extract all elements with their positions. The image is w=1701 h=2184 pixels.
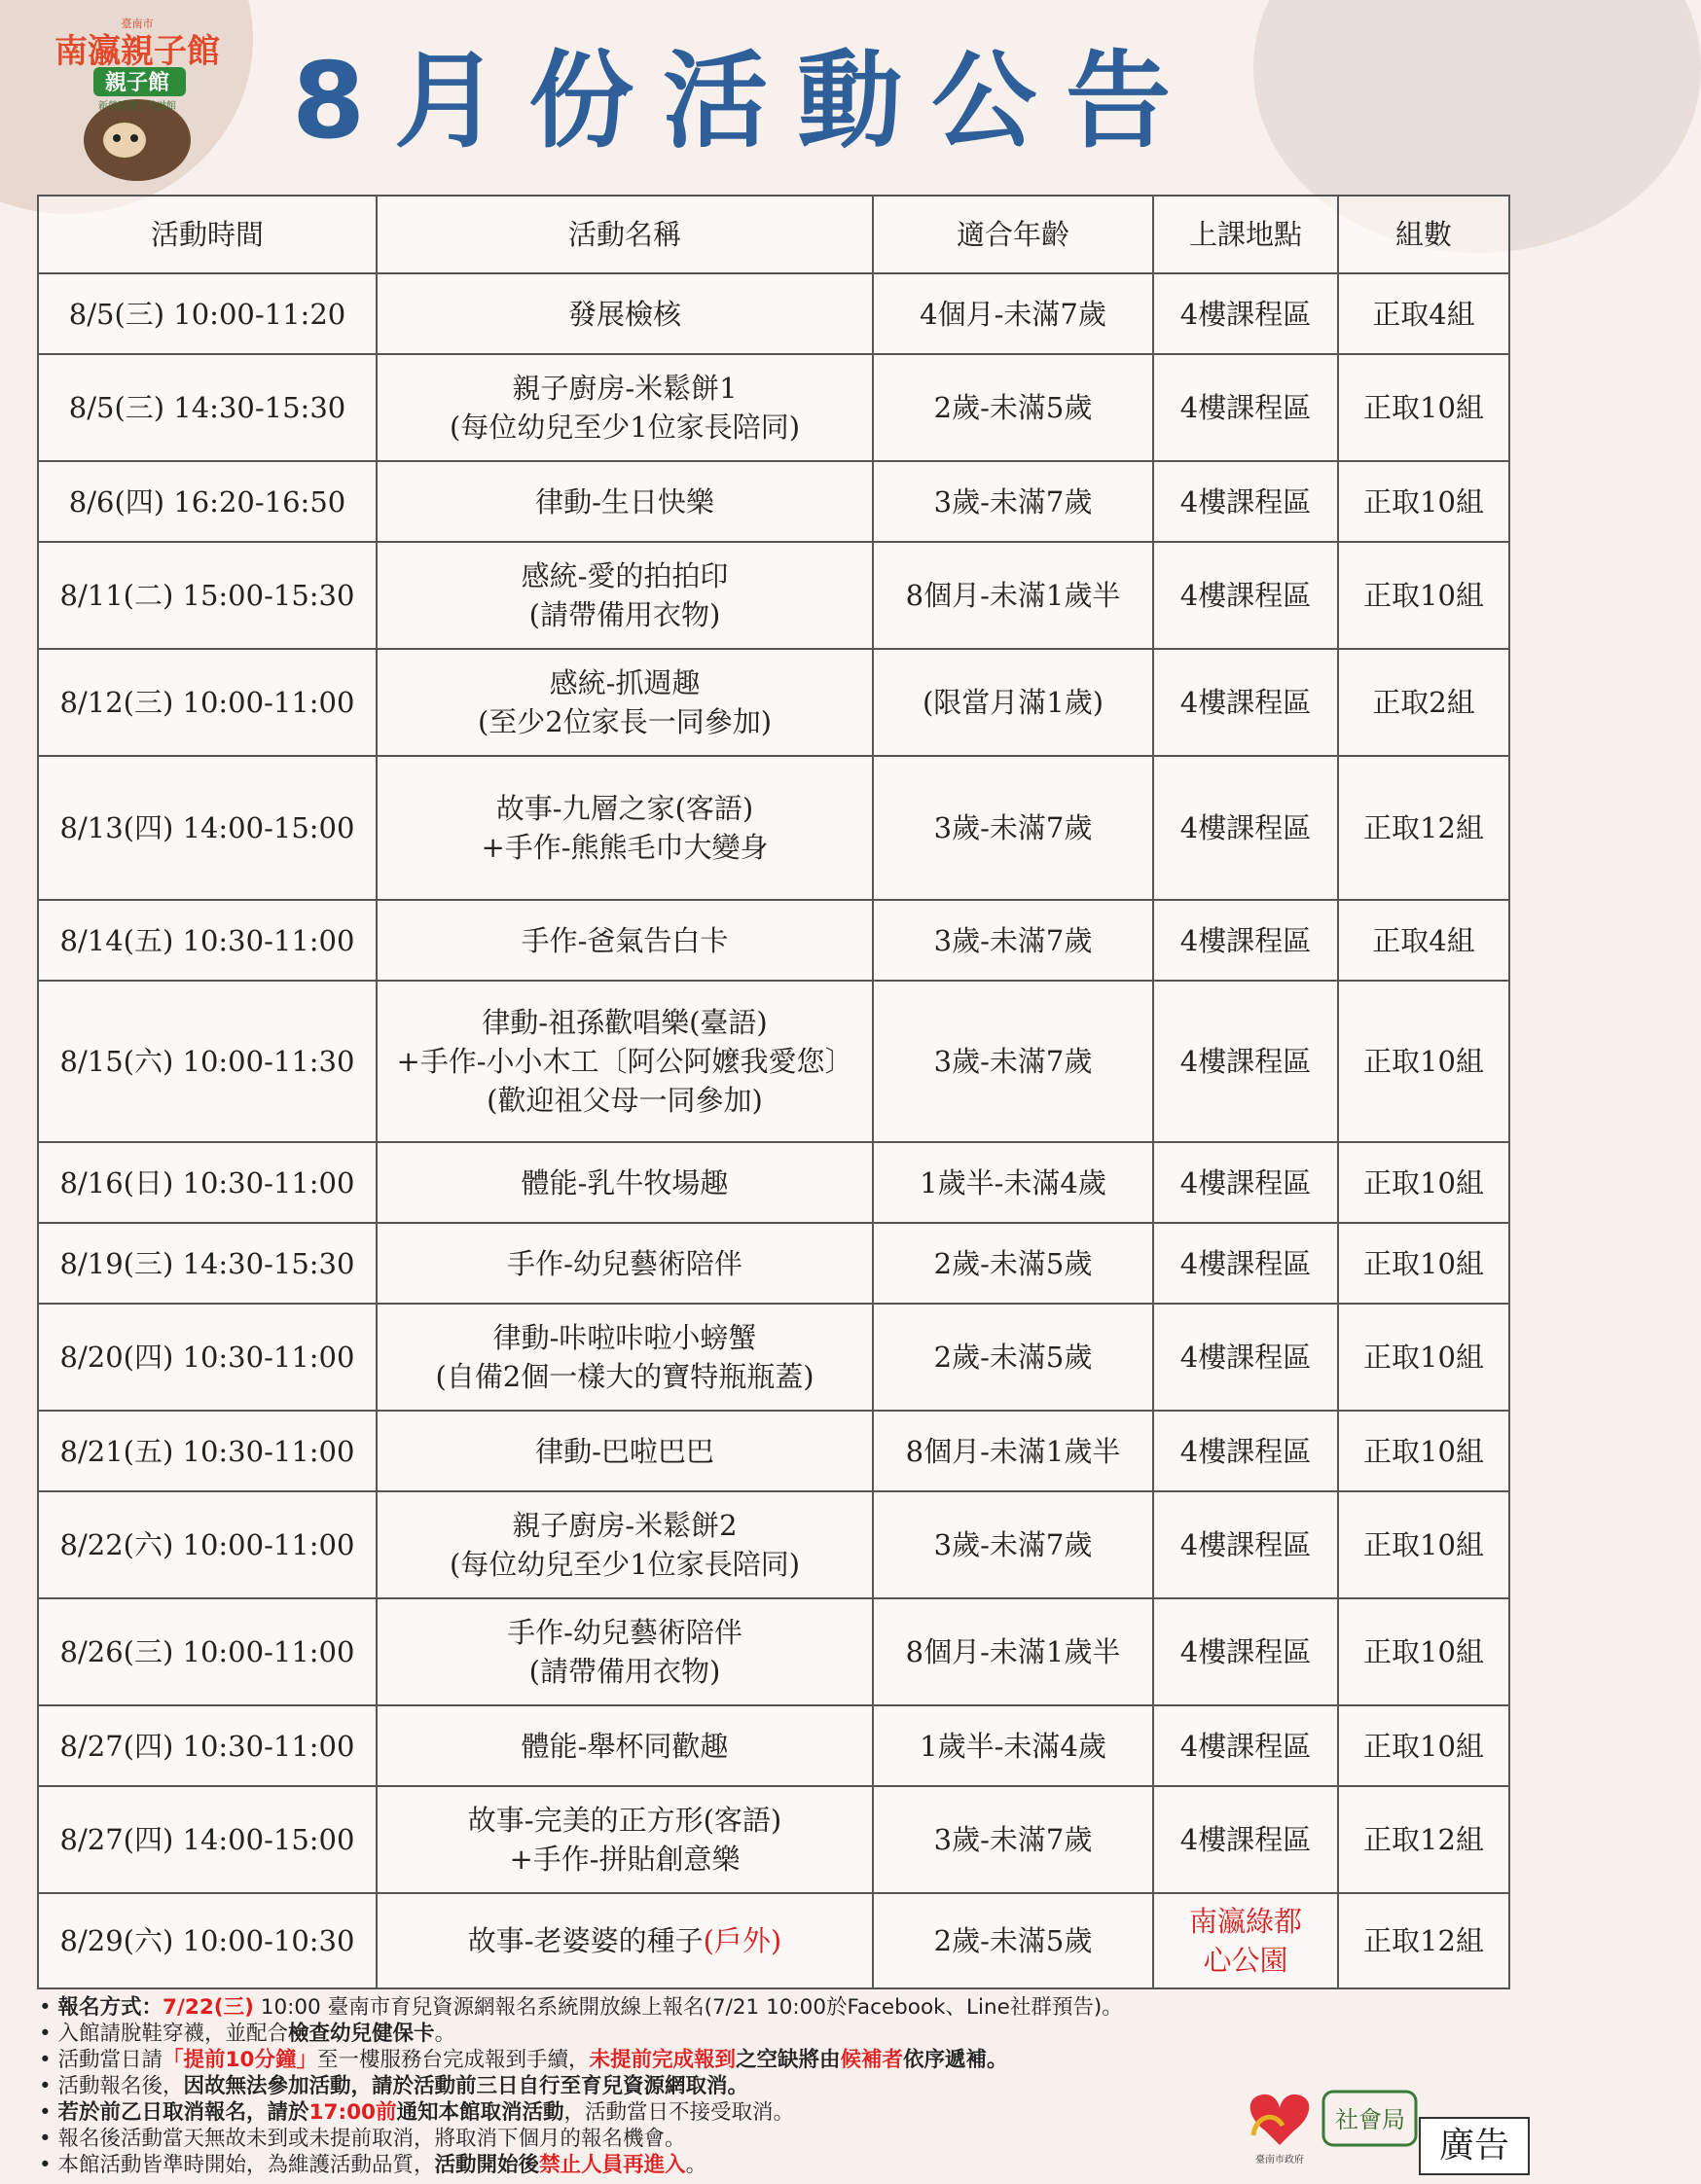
activity-time-cell: 8/13(四) 14:00-15:00 bbox=[38, 756, 377, 900]
groups-cell: 正取10組 bbox=[1338, 542, 1509, 649]
activity-name-cell bbox=[377, 649, 873, 756]
location-line: 4樓課程區 bbox=[1179, 391, 1312, 424]
table-header-row bbox=[38, 196, 1509, 273]
activity-name-cell bbox=[377, 354, 873, 461]
svg-text:新營區親子共融館: 新營區親子共融館 bbox=[98, 101, 176, 112]
location-line: 4樓課程區 bbox=[1179, 1823, 1312, 1856]
location-cell bbox=[1153, 649, 1338, 756]
location-line: 4樓課程區 bbox=[1179, 811, 1312, 844]
activity-time-cell: 8/27(四) 10:30-11:00 bbox=[38, 1705, 377, 1786]
activity-name-line: 律動-祖孫歡唱樂(臺語) bbox=[482, 1006, 768, 1039]
activity-name-line: 親子廚房-米鬆餅2 bbox=[512, 1509, 738, 1542]
notes-list bbox=[39, 1994, 1236, 2178]
activity-time-cell: 8/16(日) 10:30-11:00 bbox=[38, 1142, 377, 1223]
groups-cell: 正取10組 bbox=[1338, 981, 1509, 1142]
groups-cell: 正取12組 bbox=[1338, 756, 1509, 900]
location-line: 4樓課程區 bbox=[1179, 686, 1312, 719]
table-row bbox=[38, 900, 1509, 981]
activity-name-cell bbox=[377, 1705, 873, 1786]
government-logo-icon bbox=[1236, 2038, 1421, 2174]
groups-cell: 正取10組 bbox=[1338, 354, 1509, 461]
location-line: 4樓課程區 bbox=[1179, 1729, 1312, 1763]
location-cell bbox=[1153, 1598, 1338, 1705]
location-line: 心公園 bbox=[1203, 1944, 1288, 1977]
activity-name-cell bbox=[377, 1893, 873, 1988]
activity-name-cell bbox=[377, 900, 873, 981]
page-title: 8月份活動公告 bbox=[292, 41, 1201, 162]
activity-name-line: 發展檢核 bbox=[567, 297, 681, 331]
location-cell bbox=[1153, 756, 1338, 900]
age-cell: 1歲半-未滿4歲 bbox=[873, 1142, 1153, 1223]
activity-name-line: (至少2位家長一同參加) bbox=[477, 705, 773, 738]
age-cell: 1歲半-未滿4歲 bbox=[873, 1705, 1153, 1786]
svg-text:南瀛親子館: 南瀛親子館 bbox=[54, 32, 220, 71]
column-header: 組數 bbox=[1338, 196, 1509, 273]
location-line: 4樓課程區 bbox=[1179, 297, 1312, 331]
table-row bbox=[38, 461, 1509, 542]
activity-name-text: 故事-老婆婆的種子 bbox=[467, 1924, 704, 1957]
activity-name-cell bbox=[377, 1142, 873, 1223]
activity-name-line: 手作-幼兒藝術陪伴 bbox=[507, 1246, 742, 1280]
note-item: • 本館活動皆準時開始，為維護活動品質，活動開始後禁止人員再進入。 bbox=[39, 2153, 707, 2177]
location-cell bbox=[1153, 542, 1338, 649]
location-cell bbox=[1153, 1411, 1338, 1491]
age-cell: 8個月-未滿1歲半 bbox=[873, 542, 1153, 649]
activity-name-line bbox=[380, 1921, 870, 1960]
column-header: 適合年齡 bbox=[873, 196, 1153, 273]
table-row bbox=[38, 542, 1509, 649]
activity-name-line: (每位幼兒至少1位家長陪同) bbox=[449, 411, 801, 444]
location-cell bbox=[1153, 461, 1338, 542]
table-row bbox=[38, 1598, 1509, 1705]
activity-time-cell: 8/22(六) 10:00-11:00 bbox=[38, 1491, 377, 1598]
age-cell: 8個月-未滿1歲半 bbox=[873, 1411, 1153, 1491]
location-cell bbox=[1153, 1304, 1338, 1411]
svg-text:親子館: 親子館 bbox=[104, 71, 170, 95]
table-row bbox=[38, 1491, 1509, 1598]
age-cell: (限當月滿1歲) bbox=[873, 649, 1153, 756]
activity-table-container bbox=[37, 195, 1508, 1989]
activity-time-cell: 8/19(三) 14:30-15:30 bbox=[38, 1223, 377, 1304]
activity-name-line: 律動-巴啦巴巴 bbox=[535, 1434, 714, 1468]
activity-name-cell bbox=[377, 1598, 873, 1705]
activity-name-line: (自備2個一樣大的寶特瓶瓶蓋) bbox=[435, 1360, 814, 1393]
groups-cell: 正取10組 bbox=[1338, 1598, 1509, 1705]
groups-cell: 正取12組 bbox=[1338, 1893, 1509, 1988]
groups-cell: 正取12組 bbox=[1338, 1786, 1509, 1893]
note-item: • 活動當日請「提前10分鐘」至一樓服務台完成報到手續，未提前完成報到之空缺將由候補者依序遞補。 bbox=[39, 2048, 1008, 2072]
location-line: 4樓課程區 bbox=[1179, 1165, 1312, 1199]
activity-name-cell bbox=[377, 273, 873, 354]
age-cell: 3歲-未滿7歲 bbox=[873, 756, 1153, 900]
table-row bbox=[38, 1223, 1509, 1304]
table-row bbox=[38, 1411, 1509, 1491]
groups-cell: 正取10組 bbox=[1338, 1142, 1509, 1223]
activity-name-cell bbox=[377, 461, 873, 542]
activity-name-line: (請帶備用衣物) bbox=[528, 1655, 721, 1688]
activity-name-line: (請帶備用衣物) bbox=[528, 598, 721, 631]
svg-text:臺南市: 臺南市 bbox=[121, 18, 154, 30]
activity-name-cell bbox=[377, 1223, 873, 1304]
groups-cell: 正取10組 bbox=[1338, 1223, 1509, 1304]
location-line: 4樓課程區 bbox=[1179, 1341, 1312, 1374]
activity-time-cell: 8/6(四) 16:20-16:50 bbox=[38, 461, 377, 542]
age-cell: 3歲-未滿7歲 bbox=[873, 1491, 1153, 1598]
location-cell bbox=[1153, 1223, 1338, 1304]
age-cell: 2歲-未滿5歲 bbox=[873, 1223, 1153, 1304]
location-cell bbox=[1153, 1705, 1338, 1786]
activity-name-cell bbox=[377, 981, 873, 1142]
activity-name-line: +手作-熊熊毛巾大變身 bbox=[481, 831, 769, 864]
location-line: 4樓課程區 bbox=[1179, 579, 1312, 612]
activity-name-line: 體能-舉杯同歡趣 bbox=[521, 1729, 729, 1763]
activity-table bbox=[37, 195, 1510, 1989]
groups-cell: 正取10組 bbox=[1338, 1705, 1509, 1786]
age-cell: 3歲-未滿7歲 bbox=[873, 461, 1153, 542]
activity-name-line: 感統-愛的拍拍印 bbox=[521, 559, 729, 592]
activity-time-cell: 8/5(三) 14:30-15:30 bbox=[38, 354, 377, 461]
table-row bbox=[38, 1142, 1509, 1223]
activity-time-cell: 8/11(二) 15:00-15:30 bbox=[38, 542, 377, 649]
location-cell bbox=[1153, 1142, 1338, 1223]
table-row bbox=[38, 756, 1509, 900]
activity-name-cell bbox=[377, 756, 873, 900]
location-line: 4樓課程區 bbox=[1179, 1246, 1312, 1280]
svg-text:社會局: 社會局 bbox=[1335, 2106, 1405, 2133]
age-cell: 8個月-未滿1歲半 bbox=[873, 1598, 1153, 1705]
activity-name-line: +手作-小小木工〔阿公阿嬤我愛您〕 bbox=[396, 1045, 853, 1078]
note-item: • 入館請脫鞋穿襪，並配合檢查幼兒健保卡。 bbox=[39, 2022, 456, 2046]
location-cell bbox=[1153, 1491, 1338, 1598]
activity-name-cell bbox=[377, 1411, 873, 1491]
location-line: 4樓課程區 bbox=[1179, 1635, 1312, 1668]
activity-time-cell: 8/12(三) 10:00-11:00 bbox=[38, 649, 377, 756]
groups-cell: 正取10組 bbox=[1338, 1491, 1509, 1598]
activity-name-line: 親子廚房-米鬆餅1 bbox=[512, 372, 738, 405]
header bbox=[0, 0, 1545, 185]
groups-cell: 正取10組 bbox=[1338, 1304, 1509, 1411]
age-cell: 3歲-未滿7歲 bbox=[873, 900, 1153, 981]
svg-text:臺南市政府: 臺南市政府 bbox=[1255, 2155, 1304, 2166]
location-line: 南瀛綠都 bbox=[1188, 1905, 1302, 1938]
activity-time-cell: 8/5(三) 10:00-11:20 bbox=[38, 273, 377, 354]
location-cell bbox=[1153, 1893, 1338, 1988]
groups-cell: 正取10組 bbox=[1338, 1411, 1509, 1491]
table-row bbox=[38, 354, 1509, 461]
activity-time-cell: 8/27(四) 14:00-15:00 bbox=[38, 1786, 377, 1893]
age-cell: 4個月-未滿7歲 bbox=[873, 273, 1153, 354]
table-row bbox=[38, 1304, 1509, 1411]
activity-name-line: 律動-生日快樂 bbox=[535, 484, 714, 519]
activity-time-cell: 8/15(六) 10:00-11:30 bbox=[38, 981, 377, 1142]
outdoor-tag: (戶外) bbox=[703, 1924, 782, 1957]
activity-name-cell bbox=[377, 1491, 873, 1598]
activity-name-line: (每位幼兒至少1位家長陪同) bbox=[449, 1548, 801, 1581]
note-item: • 報名後活動當天無故未到或未提前取消，將取消下個月的報名機會。 bbox=[39, 2127, 686, 2151]
activity-name-cell bbox=[377, 542, 873, 649]
location-line: 4樓課程區 bbox=[1179, 1434, 1312, 1468]
location-cell bbox=[1153, 1786, 1338, 1893]
activity-name-cell bbox=[377, 1786, 873, 1893]
table-row bbox=[38, 1705, 1509, 1786]
table-row bbox=[38, 1786, 1509, 1893]
activity-name-line: 手作-爸氣告白卡 bbox=[521, 923, 729, 957]
activity-name-line: 故事-完美的正方形(客語) bbox=[467, 1804, 782, 1837]
groups-cell: 正取4組 bbox=[1338, 273, 1509, 354]
note-item: • 活動報名後，因故無法參加活動，請於活動前三日自行至育兒資源網取消。 bbox=[39, 2074, 749, 2098]
age-cell: 3歲-未滿7歲 bbox=[873, 1786, 1153, 1893]
age-cell: 2歲-未滿5歲 bbox=[873, 1893, 1153, 1988]
location-line: 4樓課程區 bbox=[1179, 484, 1312, 519]
age-cell: 3歲-未滿7歲 bbox=[873, 981, 1153, 1142]
activity-name-line: (歡迎祖父母一同參加) bbox=[487, 1084, 763, 1117]
activity-time-cell: 8/29(六) 10:00-10:30 bbox=[38, 1893, 377, 1988]
activity-name-line: 體能-乳牛牧場趣 bbox=[521, 1165, 729, 1199]
activity-time-cell: 8/21(五) 10:30-11:00 bbox=[38, 1411, 377, 1491]
activity-name-line: 律動-咔啦咔啦小螃蟹 bbox=[492, 1321, 757, 1354]
location-cell bbox=[1153, 354, 1338, 461]
age-cell: 2歲-未滿5歲 bbox=[873, 1304, 1153, 1411]
location-line: 4樓課程區 bbox=[1179, 1045, 1312, 1078]
location-cell bbox=[1153, 273, 1338, 354]
groups-cell: 正取4組 bbox=[1338, 900, 1509, 981]
table-row bbox=[38, 649, 1509, 756]
activity-time-cell: 8/14(五) 10:30-11:00 bbox=[38, 900, 377, 981]
table-row bbox=[38, 981, 1509, 1142]
ad-label: 廣告 bbox=[1419, 2117, 1530, 2175]
location-cell bbox=[1153, 900, 1338, 981]
location-line: 4樓課程區 bbox=[1179, 923, 1312, 957]
column-header: 活動名稱 bbox=[377, 196, 873, 273]
location-line: 4樓課程區 bbox=[1179, 1528, 1312, 1561]
location-cell bbox=[1153, 981, 1338, 1142]
activity-name-line: 故事-九層之家(客語) bbox=[495, 792, 754, 825]
column-header: 活動時間 bbox=[38, 196, 377, 273]
activity-name-line: +手作-拼貼創意樂 bbox=[509, 1843, 741, 1876]
column-header: 上課地點 bbox=[1153, 196, 1338, 273]
groups-cell: 正取10組 bbox=[1338, 461, 1509, 542]
activity-time-cell: 8/20(四) 10:30-11:00 bbox=[38, 1304, 377, 1411]
table-row bbox=[38, 273, 1509, 354]
activity-name-line: 感統-抓週趣 bbox=[549, 666, 701, 699]
age-cell: 2歲-未滿5歲 bbox=[873, 354, 1153, 461]
activity-name-line: 手作-幼兒藝術陪伴 bbox=[507, 1616, 742, 1649]
note-item: • 若於前乙日取消報名，請於17:00前通知本館取消活動，活動當日不接受取消。 bbox=[39, 2100, 795, 2125]
activity-time-cell: 8/26(三) 10:00-11:00 bbox=[38, 1598, 377, 1705]
note-item: • 報名方式：7/22(三) 10:00 臺南市育兒資源網報名系統開放線上報名(7/21 10:00於Facebook、Line社群預告)。 bbox=[39, 1995, 1123, 2020]
activity-name-cell bbox=[377, 1304, 873, 1411]
groups-cell: 正取2組 bbox=[1338, 649, 1509, 756]
sloth-logo-icon bbox=[54, 14, 220, 184]
table-row bbox=[38, 1893, 1509, 1988]
